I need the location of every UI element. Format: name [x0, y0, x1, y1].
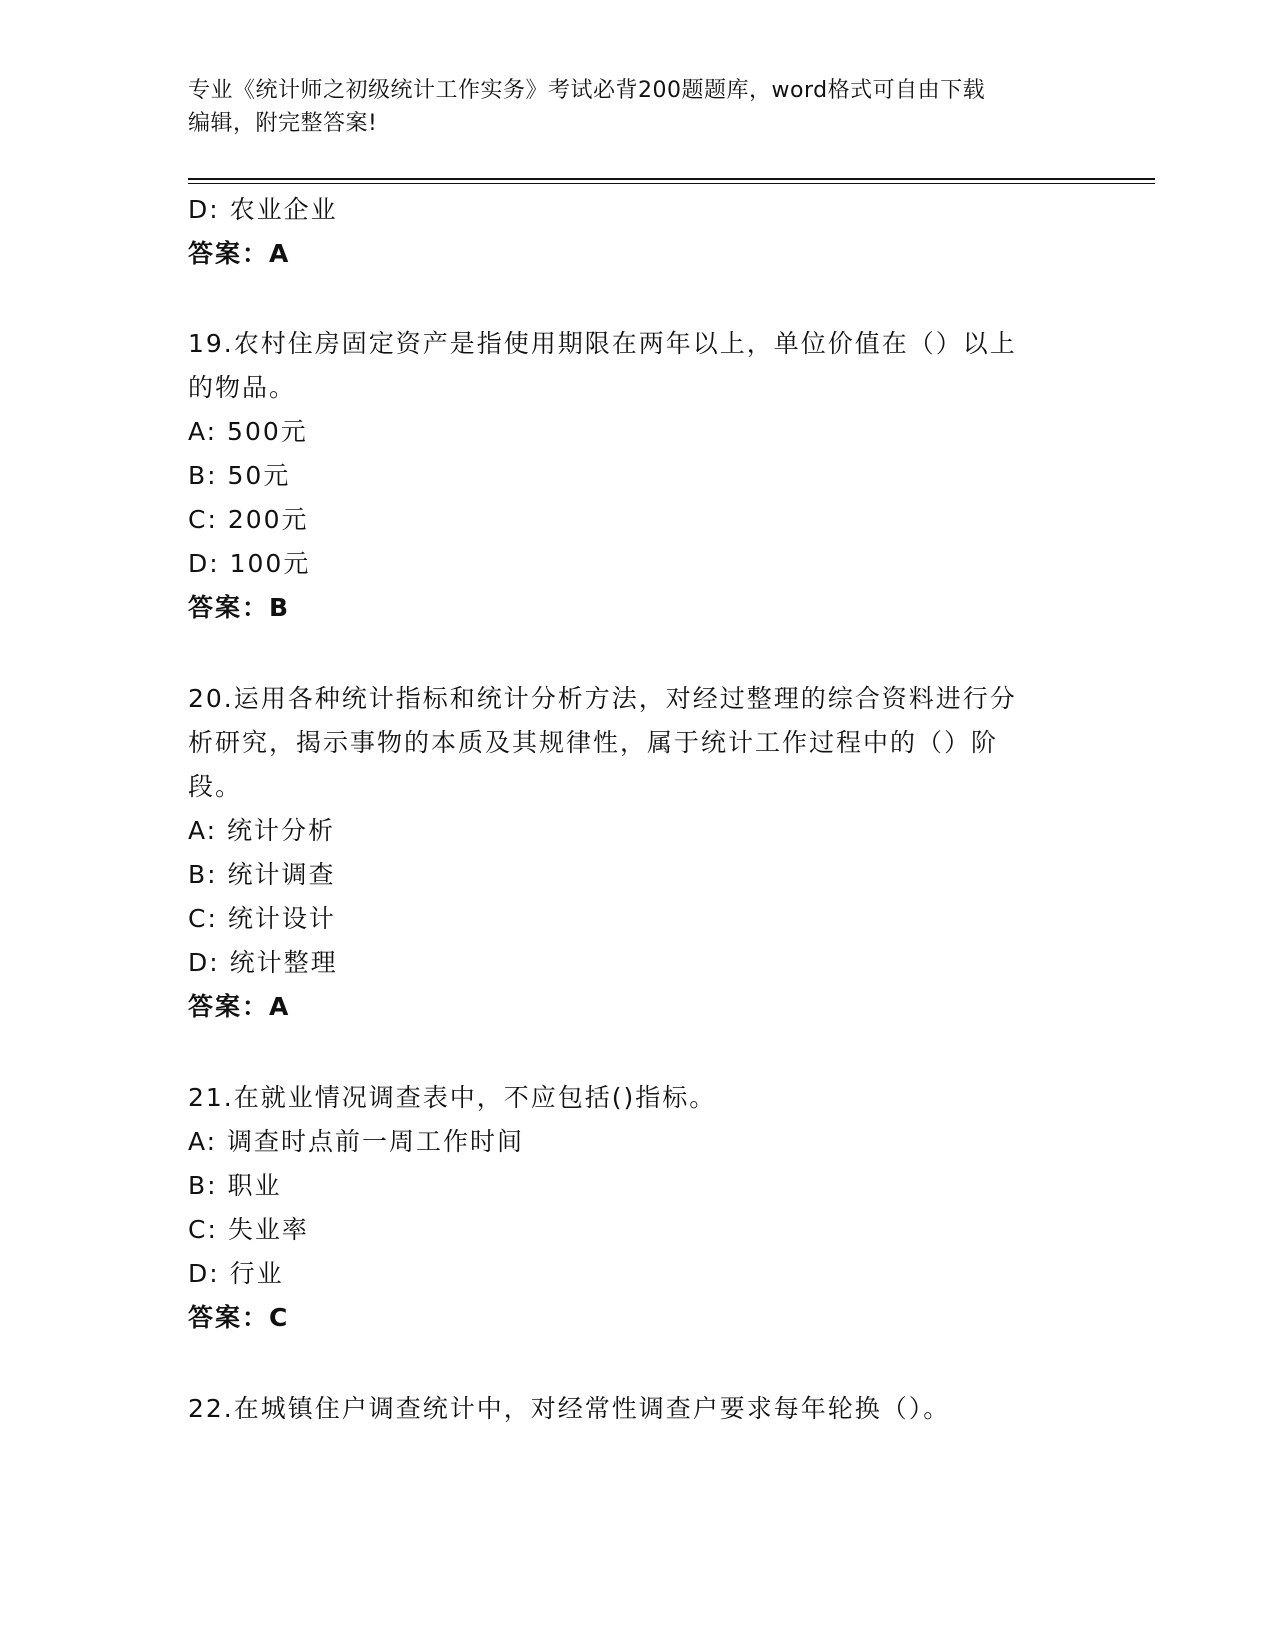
- q18-option-d: D: 农业企业: [188, 195, 338, 224]
- q20-option-b: B: 统计调查: [188, 860, 336, 889]
- header-divider-thick: [188, 178, 1155, 180]
- q20-question-line-3: 段。: [188, 772, 243, 801]
- q20-option-c: C: 统计设计: [188, 904, 336, 933]
- q19-answer: 答案：B: [188, 593, 291, 622]
- q20-answer: 答案：A: [188, 992, 291, 1021]
- q19-question-line-1: 19.农村住房固定资产是指使用期限在两年以上，单位价值在（）以上: [188, 329, 1017, 358]
- header-title-line-1: 专业《统计师之初级统计工作实务》考试必背200题题库，word格式可自由下载: [188, 78, 986, 103]
- document-header: [188, 74, 1088, 140]
- q19-option-a: A: 500元: [188, 417, 308, 446]
- q21-option-c: C: 失业率: [188, 1215, 309, 1244]
- q21-answer: 答案：C: [188, 1303, 290, 1332]
- q20-option-d: D: 统计整理: [188, 948, 338, 977]
- q18-answer: 答案：A: [188, 239, 291, 268]
- q21-question-line-1: 21.在就业情况调查表中，不应包括()指标。: [188, 1083, 717, 1112]
- q19-question-line-2: 的物品。: [188, 373, 297, 402]
- q21-option-a: A: 调查时点前一周工作时间: [188, 1127, 525, 1156]
- header-divider-thin: [188, 183, 1155, 184]
- q20-option-a: A: 统计分析: [188, 816, 336, 845]
- q22-question-line-1: 22.在城镇住户调查统计中，对经常性调查户要求每年轮换（）。: [188, 1394, 951, 1423]
- q20-question-line-2: 析研究，揭示事物的本质及其规律性，属于统计工作过程中的（）阶: [188, 728, 999, 757]
- q19-option-c: C: 200元: [188, 505, 309, 534]
- q20-question-line-1: 20.运用各种统计指标和统计分析方法，对经过整理的综合资料进行分: [188, 684, 1017, 713]
- header-title-line-2: 编辑，附完整答案!: [188, 111, 378, 136]
- q21-option-b: B: 职业: [188, 1171, 282, 1200]
- q19-option-d: D: 100元: [188, 549, 311, 578]
- q21-option-d: D: 行业: [188, 1259, 284, 1288]
- q19-option-b: B: 50元: [188, 461, 291, 490]
